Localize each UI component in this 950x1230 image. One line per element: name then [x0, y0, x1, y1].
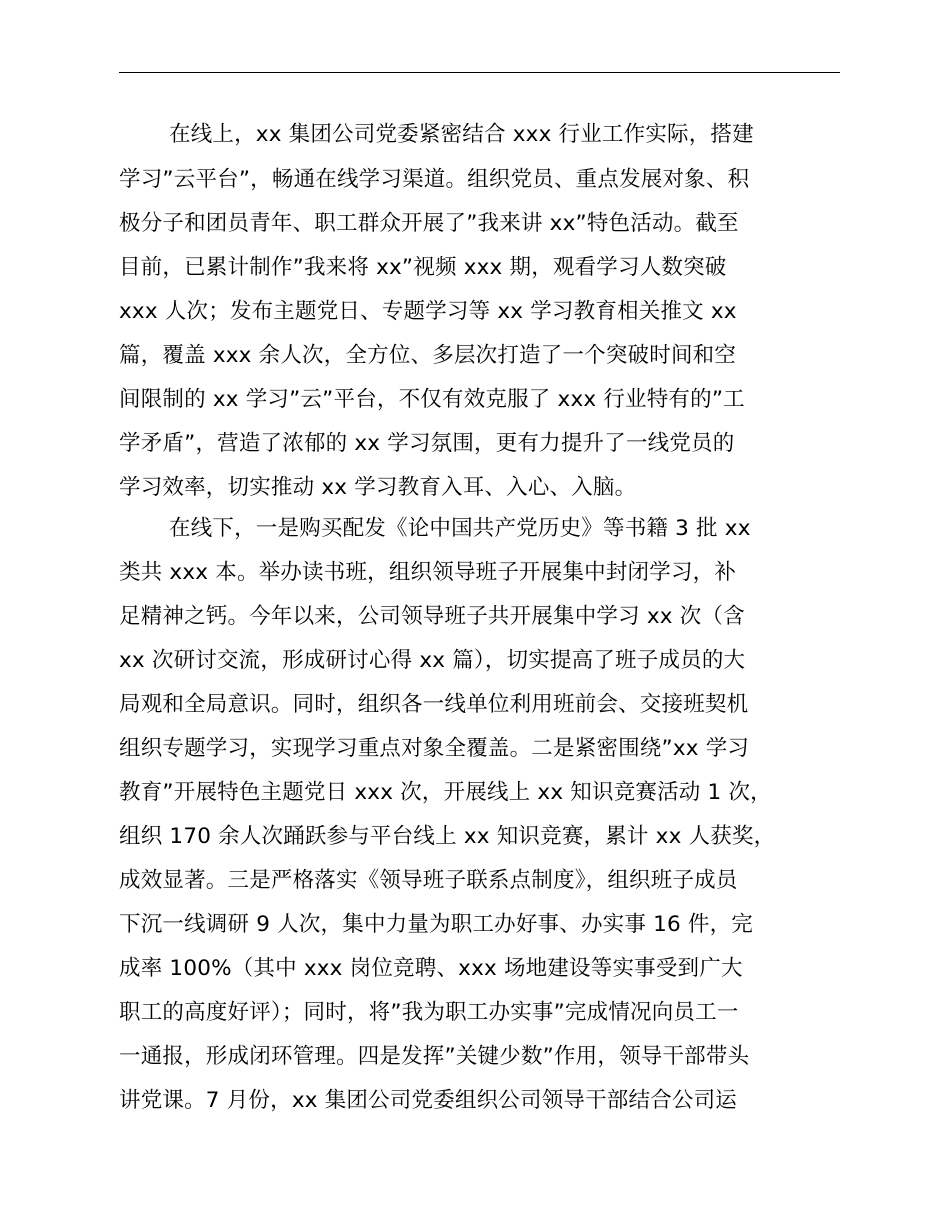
header-divider [119, 72, 840, 73]
text-line: 在线上，xx 集团公司党委紧密结合 xxx 行业工作实际，搭建 [169, 122, 754, 147]
text-line: xxx 人次；发布主题党日、专题学习等 xx 学习教育相关推文 xx [119, 299, 737, 324]
text-line: 职工的高度好评）；同时，将”我为职工办实事”完成情况向员工一 [119, 1000, 739, 1025]
text-line: 学矛盾”，营造了浓郁的 xx 学习氛围，更有力提升了一线党员的 [119, 431, 735, 456]
text-line: 讲党课。7 月份，xx 集团公司党委组织公司领导干部结合公司运 [119, 1088, 737, 1113]
text-line: 组织专题学习，实现学习重点对象全覆盖。二是紧密围绕”xx 学习 [119, 736, 750, 761]
text-line: 一通报，形成闭环管理。四是发挥”关键少数”作用，领导干部带头 [119, 1044, 750, 1069]
text-line: 篇，覆盖 xxx 余人次，全方位、多层次打造了一个突破时间和空 [119, 343, 737, 368]
text-line: 组织 170 余人次踊跃参与平台线上 xx 知识竞赛，累计 xx 人获奖， [119, 824, 776, 849]
text-line: 局观和全局意识。同时，组织各一线单位利用班前会、交接班契机 [119, 692, 749, 717]
text-line: 目前，已累计制作”我来将 xx”视频 xxx 期，观看学习人数突破 [119, 255, 727, 280]
text-line: 教育”开展特色主题党日 xxx 次，开展线上 xx 知识竞赛活动 1 次， [119, 780, 772, 805]
text-line: 间限制的 xx 学习”云”平台，不仅有效克服了 xxx 行业特有的”工 [119, 387, 745, 412]
text-line: 成效显著。三是严格落实《领导班子联系点制度》，组织班子成员 [119, 868, 738, 893]
text-line: 类共 xxx 本。举办读书班，组织领导班子开展集中封闭学习，补 [119, 560, 737, 585]
text-line: xx 次研讨交流，形成研讨心得 xx 篇），切实提高了班子成员的大 [119, 648, 746, 673]
text-line: 在线下，一是购买配发《论中国共产党历史》等书籍 3 批 xx [169, 516, 751, 541]
text-line: 成率 100%（其中 xxx 岗位竞聘、xxx 场地建设等实事受到广大 [119, 956, 743, 981]
text-line: 下沉一线调研 9 人次，集中力量为职工办好事、办实事 16 件，完 [119, 912, 753, 937]
text-line: 学习”云平台”，畅通在线学习渠道。组织党员、重点发展对象、积 [119, 167, 750, 192]
text-line: 足精神之钙。今年以来，公司领导班子共开展集中学习 xx 次（含 [119, 604, 745, 629]
text-line: 极分子和团员青年、职工群众开展了”我来讲 xx”特色活动。截至 [119, 211, 739, 236]
text-line: 学习效率，切实推动 xx 学习教育入耳、入心、入脑。 [119, 475, 637, 500]
